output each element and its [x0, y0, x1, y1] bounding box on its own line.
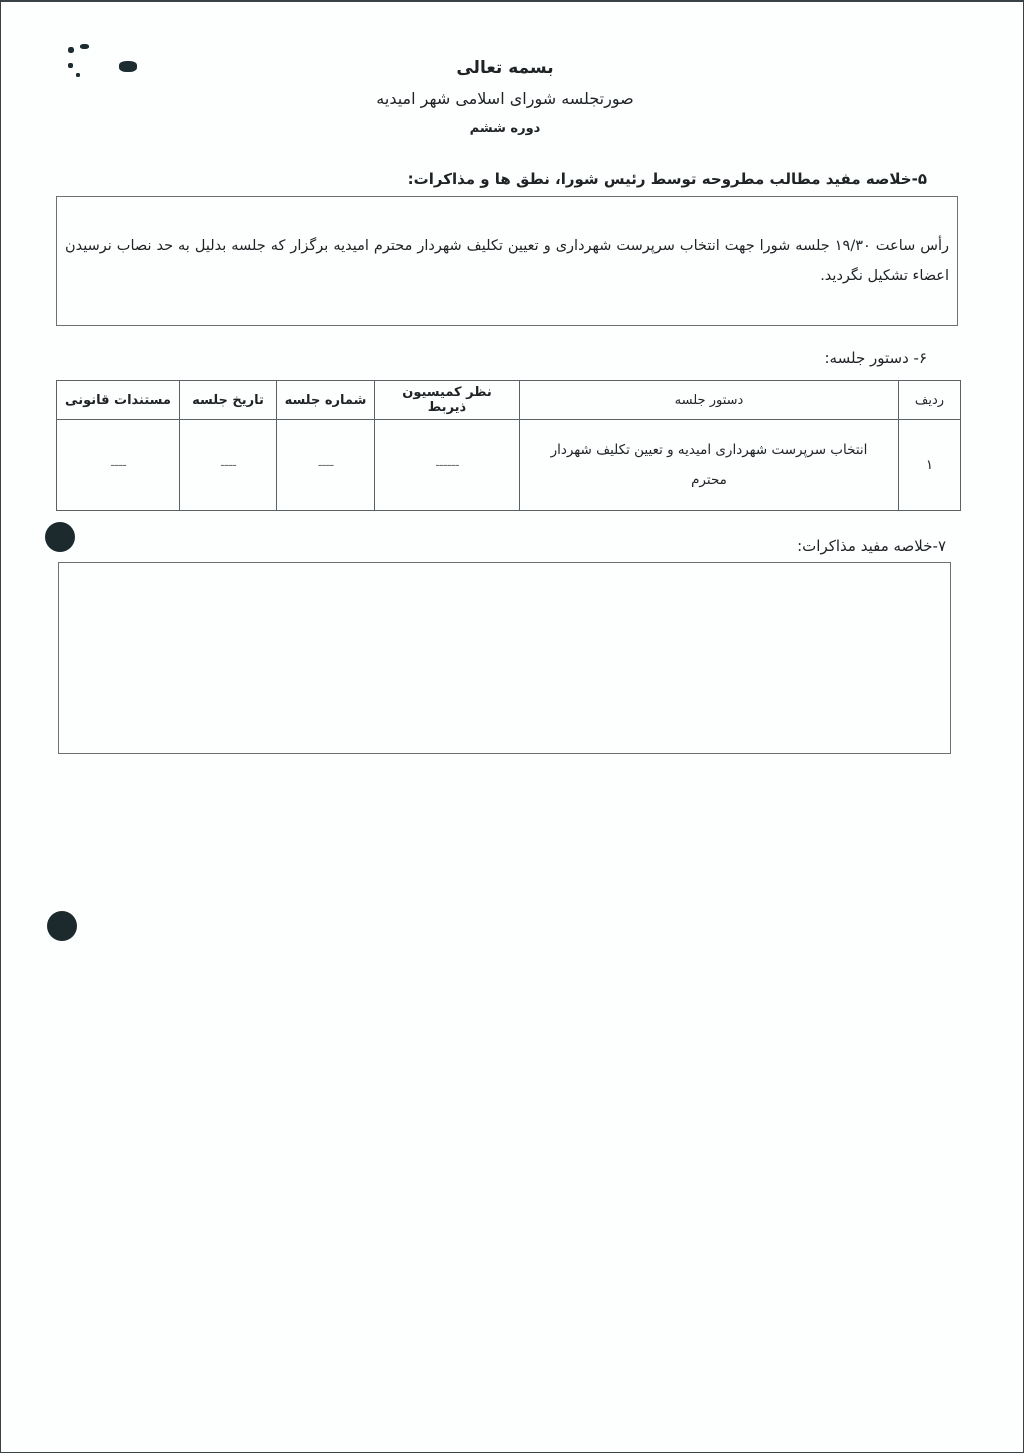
agenda-table — [56, 380, 961, 511]
col-header-agenda: دستور جلسه — [520, 381, 899, 420]
table-row — [57, 420, 961, 511]
table-header-row — [57, 381, 961, 420]
punch-hole — [47, 911, 77, 941]
cell-row-number: ۱ — [899, 420, 961, 511]
punch-hole — [45, 522, 75, 552]
document-title: صورتجلسه شورای اسلامی شهر امیدیه — [376, 89, 634, 108]
cell-session-number: ---- — [277, 420, 375, 511]
scan-speck — [80, 44, 89, 49]
bismillah-heading: بسمه تعالی — [456, 58, 554, 78]
col-header-legal-documents: مستندات قانونی — [57, 381, 180, 420]
scan-speck — [68, 47, 74, 53]
section-5-heading: ۵-خلاصه مفید مطالب مطروحه توسط رئیس شورا، نطق ها و مذاکرات: — [407, 170, 927, 188]
cell-commission-opinion: ------ — [375, 420, 520, 511]
section-7-heading: ۷-خلاصه مفید مذاکرات: — [797, 537, 946, 555]
cell-session-date: ---- — [180, 420, 277, 511]
col-header-session-date: تاریخ جلسه — [180, 381, 277, 420]
col-header-commission-opinion: نظر کمیسیون ذیربط — [375, 381, 520, 420]
section-5-body: رأس ساعت ۱۹/۳۰ جلسه شورا جهت انتخاب سرپرست شهرداری و تعیین تکلیف شهردار محترم امیدیه برگزار که جلسه بدلیل به حد نصاب نرسیدن اعضاء تشکیل نگردید. — [65, 238, 949, 284]
section-6-heading: ۶- دستور جلسه: — [824, 349, 927, 367]
section-7-box — [58, 562, 951, 754]
section-5-box — [56, 196, 958, 326]
col-header-row-number: ردیف — [899, 381, 961, 420]
cell-agenda: انتخاب سرپرست شهرداری امیدیه و تعیین تکلیف شهردار محترم — [520, 420, 899, 511]
cell-legal-documents: ---- — [57, 420, 180, 511]
council-term: دوره ششم — [469, 121, 541, 136]
col-header-session-number: شماره جلسه — [277, 381, 375, 420]
